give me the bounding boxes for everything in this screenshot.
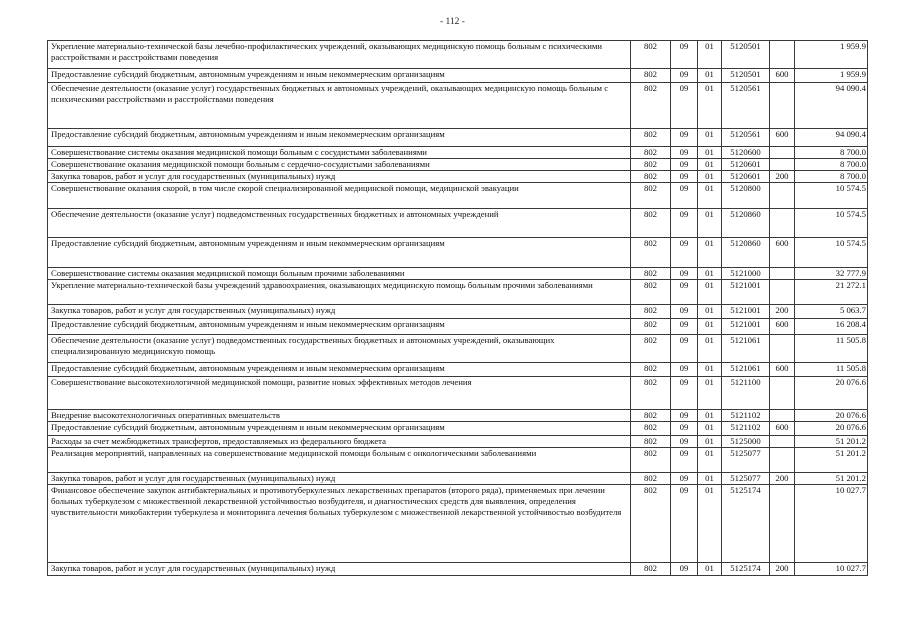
subsection-code: 01 [698,410,722,422]
section-code: 09 [671,448,698,473]
amount: 21 272.1 [795,280,868,305]
expense-type-code [770,485,795,563]
row-name: Предоставление субсидий бюджетным, автономным учреждениям и иным некоммерческим организациям [48,319,631,335]
target-article-code: 5121001 [722,305,770,319]
dept-code: 802 [631,83,671,129]
target-article-code: 5121001 [722,319,770,335]
subsection-code: 01 [698,69,722,83]
table-row [48,436,868,448]
row-name: Обеспечение деятельности (оказание услуг) подведомственных государственных бюджетных и автономных учреждений [48,209,631,238]
row-name: Финансовое обеспечение закупок антибактериальных и противотуберкулезных лекарственных препаратов (второго ряда), применяемых при лечении больных туберкулезом с множественной лекарственной устойчивостью возбудителя, и диагностических средств для выявления, определения чувствительности микобактерии туберкулеза и мониторинга лечения больных туберкулезом с множественной лекарственной устойчивостью возбудителя [48,485,631,563]
amount: 20 076.6 [795,422,868,436]
target-article-code: 5121000 [722,268,770,280]
target-article-code: 5121100 [722,377,770,410]
table-row [48,209,868,238]
subsection-code: 01 [698,473,722,485]
subsection-code: 01 [698,238,722,268]
dept-code: 802 [631,238,671,268]
amount: 1 959.9 [795,41,868,69]
row-name: Совершенствование оказания скорой, в том числе скорой специализированной медицинской помощи, медицинской эвакуации [48,183,631,209]
dept-code: 802 [631,563,671,576]
target-article-code: 5120501 [722,69,770,83]
row-name: Обеспечение деятельности (оказание услуг) подведомственных государственных бюджетных и автономных учреждений, оказывающих специализированную медицинскую помощь [48,335,631,363]
amount: 10 027.7 [795,485,868,563]
row-name: Предоставление субсидий бюджетным, автономным учреждениям и иным некоммерческим организациям [48,238,631,268]
table-row [48,335,868,363]
expense-type-code: 600 [770,422,795,436]
amount: 51 201.2 [795,473,868,485]
target-article-code: 5125174 [722,485,770,563]
table-row [48,422,868,436]
table-row [48,147,868,159]
row-name: Закупка товаров, работ и услуг для государственных (муниципальных) нужд [48,563,631,576]
dept-code: 802 [631,69,671,83]
target-article-code: 5125077 [722,448,770,473]
table-row [48,268,868,280]
expense-type-code [770,183,795,209]
section-code: 09 [671,129,698,147]
row-name: Закупка товаров, работ и услуг для государственных (муниципальных) нужд [48,305,631,319]
subsection-code: 01 [698,422,722,436]
expense-type-code [770,41,795,69]
subsection-code: 01 [698,159,722,171]
section-code: 09 [671,473,698,485]
table-row [48,377,868,410]
amount: 5 063.7 [795,305,868,319]
row-name: Предоставление субсидий бюджетным, автономным учреждениям и иным некоммерческим организациям [48,129,631,147]
target-article-code: 5125174 [722,563,770,576]
amount: 10 574.5 [795,183,868,209]
target-article-code: 5121061 [722,335,770,363]
subsection-code: 01 [698,319,722,335]
expense-type-code [770,147,795,159]
subsection-code: 01 [698,563,722,576]
section-code: 09 [671,422,698,436]
target-article-code: 5121102 [722,422,770,436]
row-name: Совершенствование оказания медицинской помощи больным с сердечно-сосудистыми заболеваниями [48,159,631,171]
expense-type-code [770,335,795,363]
subsection-code: 01 [698,183,722,209]
expense-type-code [770,448,795,473]
dept-code: 802 [631,485,671,563]
dept-code: 802 [631,305,671,319]
target-article-code: 5120601 [722,159,770,171]
dept-code: 802 [631,147,671,159]
section-code: 09 [671,335,698,363]
amount: 94 090.4 [795,83,868,129]
table-row [48,485,868,563]
table-row [48,183,868,209]
target-article-code: 5120860 [722,238,770,268]
table-row [48,280,868,305]
subsection-code: 01 [698,436,722,448]
row-name: Внедрение высокотехнологичных оперативных вмешательств [48,410,631,422]
target-article-code: 5125000 [722,436,770,448]
amount: 10 574.5 [795,238,868,268]
subsection-code: 01 [698,305,722,319]
amount: 11 505.8 [795,335,868,363]
amount: 51 201.2 [795,448,868,473]
target-article-code: 5121001 [722,280,770,305]
row-name: Совершенствование системы оказания медицинской помощи больным с сосудистыми заболеваниями [48,147,631,159]
row-name: Реализация мероприятий, направленных на совершенствование медицинской помощи больным с онкологическими заболеваниями [48,448,631,473]
section-code: 09 [671,363,698,377]
expense-type-code: 600 [770,238,795,268]
target-article-code: 5121061 [722,363,770,377]
row-name: Расходы за счет межбюджетных трансфертов, предоставляемых из федерального бюджета [48,436,631,448]
amount: 8 700.0 [795,159,868,171]
dept-code: 802 [631,363,671,377]
dept-code: 802 [631,129,671,147]
expense-type-code [770,209,795,238]
subsection-code: 01 [698,147,722,159]
section-code: 09 [671,410,698,422]
page-number: - 112 - [440,17,465,27]
dept-code: 802 [631,209,671,238]
dept-code: 802 [631,319,671,335]
subsection-code: 01 [698,485,722,563]
table-row [48,305,868,319]
expense-type-code [770,159,795,171]
table-row [48,563,868,576]
section-code: 09 [671,41,698,69]
table-row [48,171,868,183]
dept-code: 802 [631,41,671,69]
dept-code: 802 [631,159,671,171]
section-code: 09 [671,147,698,159]
subsection-code: 01 [698,209,722,238]
subsection-code: 01 [698,335,722,363]
dept-code: 802 [631,448,671,473]
section-code: 09 [671,69,698,83]
section-code: 09 [671,377,698,410]
expense-type-code: 600 [770,363,795,377]
section-code: 09 [671,209,698,238]
target-article-code: 5120860 [722,209,770,238]
amount: 51 201.2 [795,436,868,448]
target-article-code: 5120601 [722,171,770,183]
row-name: Обеспечение деятельности (оказание услуг) государственных бюджетных и автономных учреждений, оказывающих медицинскую помощь больным с психическими расстройствами и расстройствами поведения [48,83,631,129]
subsection-code: 01 [698,129,722,147]
table-row [48,410,868,422]
expense-type-code [770,436,795,448]
section-code: 09 [671,485,698,563]
amount: 1 959.9 [795,69,868,83]
target-article-code: 5120561 [722,83,770,129]
expense-type-code: 200 [770,305,795,319]
subsection-code: 01 [698,363,722,377]
expense-type-code [770,377,795,410]
section-code: 09 [671,268,698,280]
dept-code: 802 [631,335,671,363]
table-row [48,69,868,83]
row-name: Укрепление материально-технической базы лечебно-профилактических учреждений, оказывающих медицинскую помощь больным с психическими расстройствами и расстройствами поведения [48,41,631,69]
dept-code: 802 [631,436,671,448]
dept-code: 802 [631,183,671,209]
section-code: 09 [671,563,698,576]
budget-table [47,40,868,576]
amount: 32 777.9 [795,268,868,280]
target-article-code: 5125077 [722,473,770,485]
section-code: 09 [671,183,698,209]
amount: 20 076.6 [795,377,868,410]
table-row [48,41,868,69]
table-row [48,363,868,377]
subsection-code: 01 [698,171,722,183]
row-name: Закупка товаров, работ и услуг для государственных (муниципальных) нужд [48,473,631,485]
table-row [48,448,868,473]
dept-code: 802 [631,171,671,183]
section-code: 09 [671,436,698,448]
row-name: Предоставление субсидий бюджетным, автономным учреждениям и иным некоммерческим организациям [48,363,631,377]
row-name: Совершенствование высокотехнологичной медицинской помощи, развитие новых эффективных методов лечения [48,377,631,410]
section-code: 09 [671,159,698,171]
row-name: Предоставление субсидий бюджетным, автономным учреждениям и иным некоммерческим организациям [48,69,631,83]
subsection-code: 01 [698,41,722,69]
expense-type-code: 600 [770,319,795,335]
dept-code: 802 [631,422,671,436]
section-code: 09 [671,319,698,335]
amount: 10 027.7 [795,563,868,576]
amount: 20 076.6 [795,410,868,422]
amount: 10 574.5 [795,209,868,238]
dept-code: 802 [631,473,671,485]
table-row [48,159,868,171]
section-code: 09 [671,280,698,305]
target-article-code: 5121102 [722,410,770,422]
target-article-code: 5120800 [722,183,770,209]
row-name: Укрепление материально-технической базы учреждений здравоохранения, оказывающих медицинскую помощь больным прочими заболеваниями [48,280,631,305]
table-row [48,83,868,129]
amount: 8 700.0 [795,147,868,159]
target-article-code: 5120501 [722,41,770,69]
expense-type-code [770,83,795,129]
amount: 94 090.4 [795,129,868,147]
table-row [48,473,868,485]
amount: 16 208.4 [795,319,868,335]
subsection-code: 01 [698,448,722,473]
row-name: Совершенствование системы оказания медицинской помощи больным прочими заболеваниями [48,268,631,280]
target-article-code: 5120561 [722,129,770,147]
expense-type-code: 200 [770,171,795,183]
row-name: Закупка товаров, работ и услуг для государственных (муниципальных) нужд [48,171,631,183]
expense-type-code [770,268,795,280]
subsection-code: 01 [698,280,722,305]
table-row [48,129,868,147]
section-code: 09 [671,238,698,268]
section-code: 09 [671,83,698,129]
dept-code: 802 [631,280,671,305]
subsection-code: 01 [698,83,722,129]
section-code: 09 [671,171,698,183]
expense-type-code: 600 [770,69,795,83]
subsection-code: 01 [698,377,722,410]
target-article-code: 5120600 [722,147,770,159]
dept-code: 802 [631,410,671,422]
subsection-code: 01 [698,268,722,280]
amount: 8 700.0 [795,171,868,183]
section-code: 09 [671,305,698,319]
table-row [48,319,868,335]
table-row [48,238,868,268]
expense-type-code [770,280,795,305]
dept-code: 802 [631,268,671,280]
row-name: Предоставление субсидий бюджетным, автономным учреждениям и иным некоммерческим организациям [48,422,631,436]
expense-type-code [770,410,795,422]
amount: 11 505.8 [795,363,868,377]
expense-type-code: 600 [770,129,795,147]
dept-code: 802 [631,377,671,410]
expense-type-code: 200 [770,563,795,576]
expense-type-code: 200 [770,473,795,485]
